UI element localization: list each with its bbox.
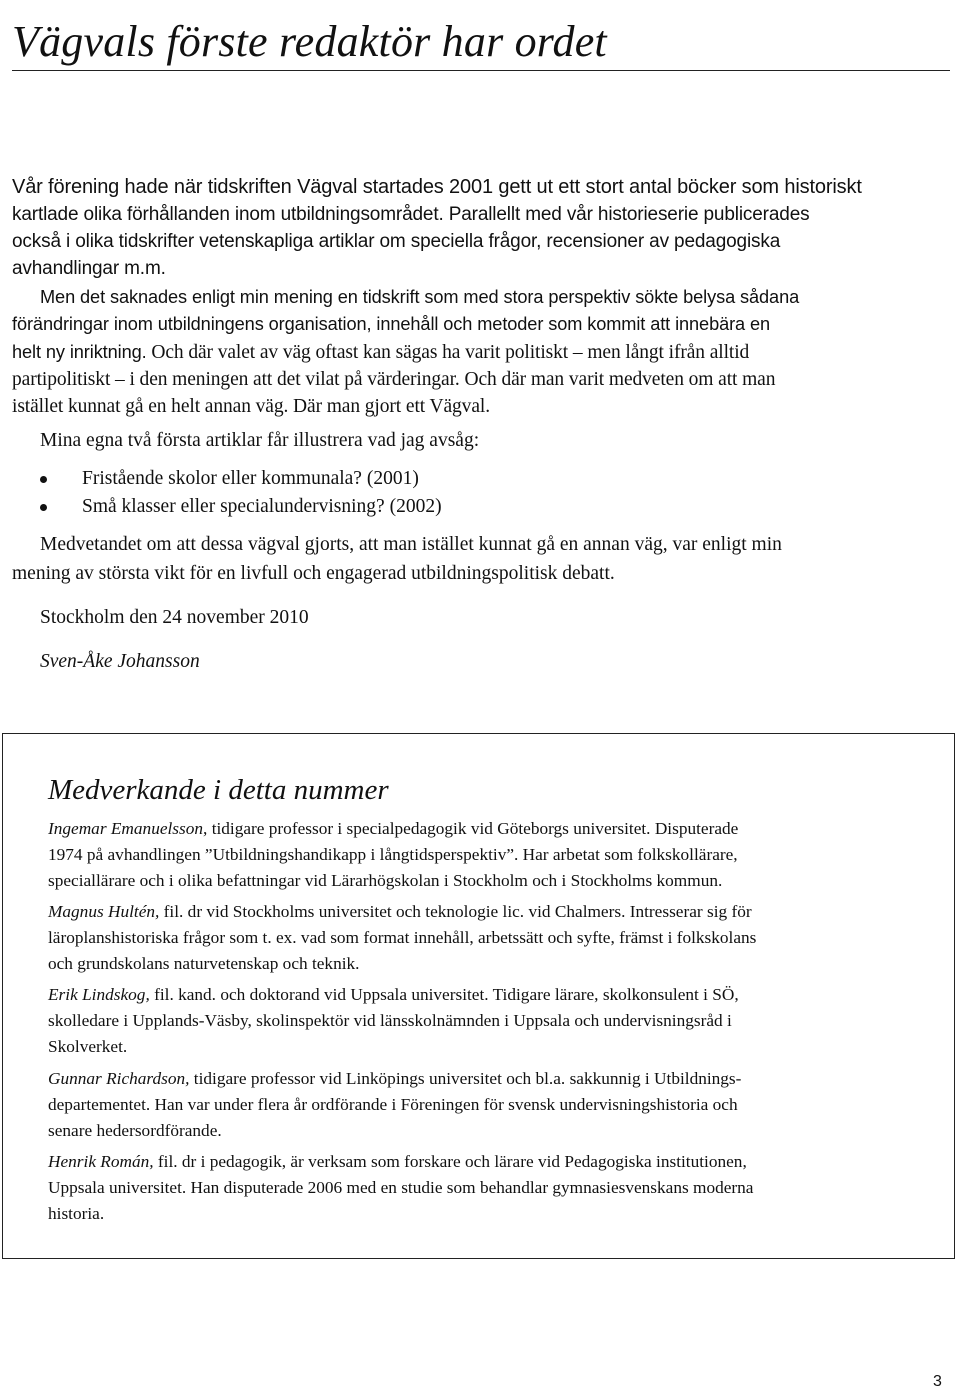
paragraph-line: Och där man varit medveten om att man	[459, 368, 776, 390]
contributor-line: Skolverket.	[48, 1037, 128, 1057]
perspective-paragraph	[12, 284, 932, 420]
contributor-entry	[48, 1066, 930, 1144]
list-item	[40, 465, 442, 493]
contributor-name: Ingemar Emanuelsson	[48, 819, 204, 838]
contributor-name: Magnus Hultén,	[48, 902, 160, 921]
article-list	[40, 465, 442, 521]
paragraph-line: förändringar inom utbildningens organisation, innehåll och metoder som kommit att innebära en	[12, 314, 771, 335]
contributor-name: Erik Lindskog,	[48, 985, 150, 1004]
paragraph-line: Medvetandet om att dessa vägval gjorts, att man istället kunnat gå en annan väg, var enligt min	[40, 534, 782, 555]
list-item-text: Små klasser eller specialundervisning? (2002)	[82, 496, 442, 517]
page-title: Vägvals förste redaktör har ordet	[12, 17, 607, 66]
intro-line: avhandlingar m.m.	[12, 258, 166, 279]
intro-line: kartlade olika förhållanden inom utbildningsområdet. Parallellt med vår historieserie publicerades	[12, 204, 810, 225]
contributor-line: och grundskolans naturvetenskap och teknik.	[48, 954, 360, 974]
list-item	[40, 493, 442, 521]
contributor-line: fil. dr i pedagogik, är verksam som forskare och lärare vid Pedagogiska institutionen,	[153, 1152, 747, 1171]
page-number: 3	[933, 1373, 942, 1390]
contributor-line: skolledare i Upplands-Väsby, skolinspektör vid länsskolnämnden i Uppsala och undervisningsråd i	[48, 1011, 732, 1031]
intro-paragraph	[12, 174, 932, 282]
contributor-line: Uppsala universitet. Han disputerade 2006 med en studie som behandlar gymnasiesvenskans moderna	[48, 1178, 754, 1198]
contributor-entry	[48, 899, 930, 977]
conclusion-paragraph	[12, 531, 932, 588]
paragraph-line: partipolitiskt – i den meningen att det vilat på värderingar.	[12, 368, 460, 390]
signature: Sven-Åke Johansson	[40, 651, 200, 672]
bullet-icon	[40, 504, 47, 511]
contributor-entry	[48, 816, 930, 894]
contributor-line: , tidigare professor i specialpedagogik vid Göteborgs universitet. Disputerade	[203, 819, 739, 838]
contributor-entry	[48, 982, 930, 1060]
articles-intro: Mina egna två första artiklar får illustrera vad jag avsåg:	[40, 430, 480, 451]
contributor-line: speciallärare och i olika befattningar vid Lärarhögskolan i Stockholm och i Stockholms kommun.	[48, 871, 723, 891]
contributor-line: fil. dr vid Stockholms universitet och teknologie lic. vid Chalmers. Intresserar sig för	[159, 902, 752, 921]
contributor-line: historia.	[48, 1204, 105, 1224]
contributor-line: tidigare professor vid Linköpings universitet och bl.a. sakkunnig i Utbildnings-	[189, 1069, 742, 1088]
contributors-title: Medverkande i detta nummer	[48, 774, 389, 806]
place-date: Stockholm den 24 november 2010	[40, 607, 309, 628]
title-underline	[12, 70, 950, 71]
contributor-entry	[48, 1149, 930, 1227]
list-item-text: Fristående skolor eller kommunala? (2001)	[82, 468, 419, 489]
contributor-line: departementet. Han var under flera år ordförande i Föreningen för svensk undervisningshistoria och	[48, 1095, 738, 1115]
paragraph-line: Men det saknades enligt min mening en tidskrift som med stora perspektiv sökte belysa sådana	[40, 287, 800, 307]
paragraph-line: istället kunnat gå en helt annan väg. Där man gjort ett Vägval.	[12, 396, 490, 418]
bullet-icon	[40, 476, 47, 483]
paragraph-line: mening av största vikt för en livfull och engagerad utbildningspolitisk debatt.	[12, 562, 615, 584]
paragraph-line: Och där valet av väg oftast kan sägas ha varit politiskt – men långt ifrån alltid	[146, 341, 750, 363]
contributor-line: fil. kand. och doktorand vid Uppsala universitet. Tidigare lärare, skolkonsulent i SÖ,	[149, 985, 739, 1004]
contributor-line: senare hedersordförande.	[48, 1121, 222, 1141]
contributor-name: Henrik Román,	[48, 1152, 154, 1171]
contributor-name: Gunnar Richardson,	[48, 1069, 190, 1088]
intro-line: också i olika tidskrifter vetenskapliga artiklar om speciella frågor, recensioner av pedagogiska	[12, 231, 781, 252]
contributor-line: 1974 på avhandlingen ”Utbildningshandikapp i långtidsperspektiv”. Har arbetat som folkskollärare,	[48, 845, 738, 865]
paragraph-line: helt ny inriktning.	[12, 341, 147, 362]
intro-line: Vår förening hade när tidskriften Vägval startades 2001 gett ut ett stort antal böcker som historiskt	[12, 176, 862, 198]
contributor-line: läroplanshistoriska frågor som t. ex. vad som format innehåll, arbetssätt och syfte, främst i folkskolans	[48, 928, 757, 948]
